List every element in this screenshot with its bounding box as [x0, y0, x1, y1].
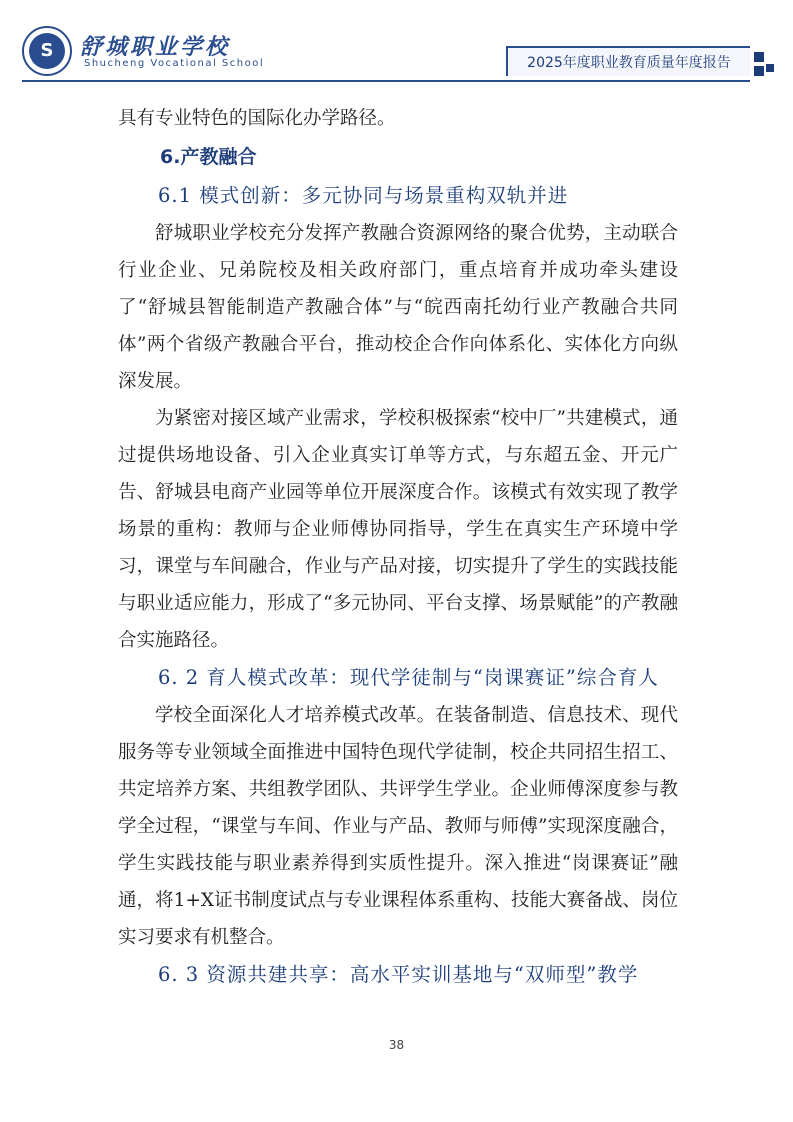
decor-square-3 — [754, 66, 764, 76]
subsection-6-2-title: 6. 2 育人模式改革：现代学徒制与“岗课赛证”综合育人 — [158, 666, 659, 689]
subsection-6-3-title: 6. 3 资源共建共享：高水平实训基地与“双师型”教学 — [158, 963, 639, 986]
page-number: 38 — [388, 1038, 405, 1052]
school-name-cn: 舒城职业学校 — [80, 34, 231, 60]
paragraph-6-2-a: 学校全面深化人才培养模式改革。在装备制造、信息技术、现代服务等专业领域全面推进中国特色现代学徒制，校企共同招生招工、共定培养方案、共组教学团队、共评学生学业。企业师傅深度参与教学全过程，“课堂与车间、作业与产品、教师与师傅”实现深度融合，学生实践技能与职业素养得到实质性提升。深入推进“岗课赛证”融通，将1+X证书制度试点与专业课程体系重构、技能大赛备战、岗位实习要求有机整合。 — [118, 705, 678, 948]
continuation-paragraph: 具有专业特色的国际化办学路径。 — [118, 108, 396, 129]
header-rule — [22, 80, 750, 82]
school-logo — [22, 26, 72, 76]
section-title: 6.产教融合 — [160, 146, 257, 168]
page-header — [0, 0, 793, 90]
report-title: 2025年度职业教育质量年度报告 — [506, 46, 750, 76]
paragraph-6-1-b: 为紧密对接区域产业需求，学校积极探索“校中厂”共建模式，通过提供场地设备、引入企业真实订单等方式，与东超五金、开元广告、舒城县电商产业园等单位开展深度合作。该模式有效实现了教学场景的重构：教师与企业师傅协同指导，学生在真实生产环境中学习，课堂与车间融合，作业与产品对接，切实提升了学生的实践技能与职业适应能力，形成了“多元协同、平台支撑、场景赋能”的产教融合实施路径。 — [118, 408, 678, 651]
page-content — [118, 100, 678, 994]
school-name-en: Shucheng Vocational School — [84, 58, 265, 69]
decor-square-2 — [766, 64, 774, 72]
paragraph-6-1-a: 舒城职业学校充分发挥产教融合资源网络的聚合优势，主动联合行业企业、兄弟院校及相关政府部门，重点培育并成功牵头建设了“舒城县智能制造产教融合体”与“皖西南托幼行业产教融合共同体”两个省级产教融合平台，推动校企合作向体系化、实体化方向纵深发展。 — [118, 223, 678, 392]
decor-square-1 — [754, 52, 764, 62]
subsection-6-1-title: 6.1 模式创新：多元协同与场景重构双轨并进 — [158, 184, 569, 207]
school-logo-mark: S — [29, 33, 65, 69]
